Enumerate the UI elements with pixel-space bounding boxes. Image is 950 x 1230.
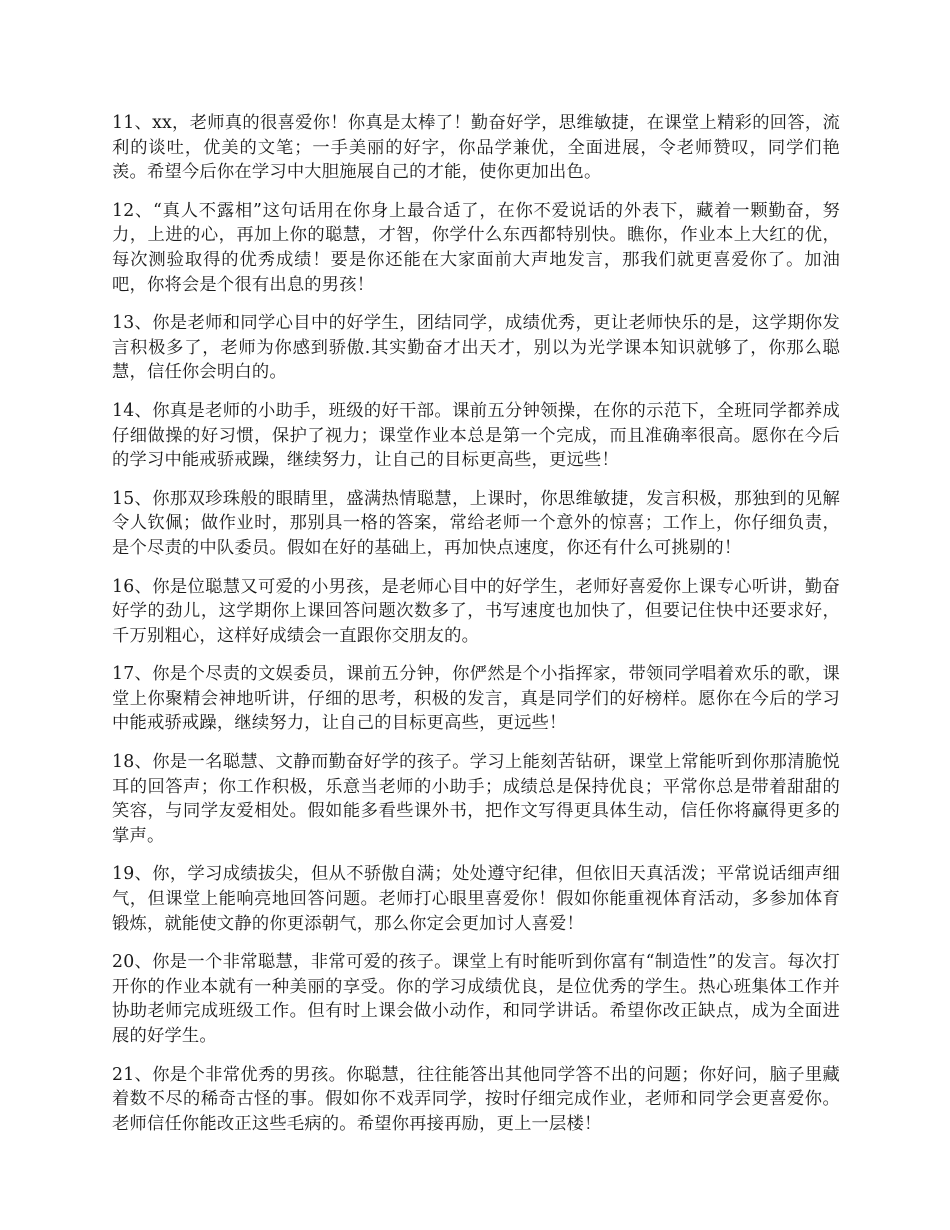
comment-paragraph-14: 14、你真是老师的小助手，班级的好干部。课前五分钟领操，在你的示范下，全班同学都养成仔细做操的好习惯，保护了视力；课堂作业本总是第一个完成，而且准确率很高。愿你在今后的学习中能戒骄戒躁，继续努力，让自己的目标更高些，更远些！ xyxy=(112,400,840,471)
comment-paragraph-15: 15、你那双珍珠般的眼睛里，盛满热情聪慧，上课时，你思维敏捷，发言积极，那独到的见解令人钦佩；做作业时，那别具一格的答案，常给老师一个意外的惊喜；工作上，你仔细负责，是个尽责的中队委员。假如在好的基础上，再加快点速度，你还有什么可挑剔的！ xyxy=(112,488,840,558)
comment-paragraph-20: 20、你是一个非常聪慧，非常可爱的孩子。课堂上有时能听到你富有“制造性”的发言。每次打开你的作业本就有一种美丽的享受。你的学习成绩优良，是位优秀的学生。热心班集体工作并协助老师完成班级工作。但有时上课会做小动作，和同学讲话。希望你改正缺点，成为全面进展的好学生。 xyxy=(112,952,840,1046)
document-body xyxy=(112,111,840,1150)
comment-paragraph-12: 12、“真人不露相”这句话用在你身上最合适了，在你不爱说话的外表下，藏着一颗勤奋，努力，上进的心，再加上你的聪慧，才智，你学什么东西都特别快。瞧你，作业本上大红的优，每次测验取得的优秀成绩！要是你还能在大家面前大声地发言，那我们就更喜爱你了。加油吧，你将会是个很有出息的男孩！ xyxy=(112,200,840,295)
comment-paragraph-19: 19、你，学习成绩拔尖，但从不骄傲自满；处处遵守纪律，但依旧天真活泼；平常说话细声细气，但课堂上能响亮地回答问题。老师打心眼里喜爱你！假如你能重视体育活动，多参加体育锻炼，就能使文静的你更添朝气，那么你定会更加讨人喜爱！ xyxy=(112,864,840,934)
comment-paragraph-11: 11、xx，老师真的很喜爱你！你真是太棒了！勤奋好学，思维敏捷，在课堂上精彩的回答，流利的谈吐，优美的文笔；一手美丽的好字，你品学兼优，全面进展，令老师赞叹，同学们艳羡。希望今后你在学习中大胆施展自己的才能，使你更加出色。 xyxy=(112,113,840,183)
comment-paragraph-16: 16、你是位聪慧又可爱的小男孩，是老师心目中的好学生，老师好喜爱你上课专心听讲，勤奋好学的劲儿，这学期你上课回答问题次数多了，书写速度也加快了，但要记住快中还要求好，千万别粗心，这样好成绩会一直跟你交朋友的。 xyxy=(112,576,840,646)
comment-paragraph-21: 21、你是个非常优秀的男孩。你聪慧，往往能答出其他同学答不出的问题；你好问，脑子里藏着数不尽的稀奇古怪的事。假如你不戏弄同学，按时仔细完成作业，老师和同学会更喜爱你。老师信任你能改正这些毛病的。希望你再接再励，更上一层楼！ xyxy=(112,1064,840,1134)
comment-paragraph-13: 13、你是老师和同学心目中的好学生，团结同学，成绩优秀，更让老师快乐的是，这学期你发言积极多了，老师为你感到骄傲.其实勤奋才出天才，别以为光学课本知识就够了，你那么聪慧，信任你会明白的。 xyxy=(112,313,840,383)
comment-paragraph-17: 17、你是个尽责的文娱委员，课前五分钟，你俨然是个小指挥家，带领同学唱着欢乐的歌，课堂上你聚精会神地听讲，仔细的思考，积极的发言，真是同学们的好榜样。愿你在今后的学习中能戒骄戒躁，继续努力，让自己的目标更高些，更远些！ xyxy=(112,664,840,734)
comment-paragraph-18: 18、你是一名聪慧、文静而勤奋好学的孩子。学习上能刻苦钻研，课堂上常能听到你那清脆悦耳的回答声；你工作积极，乐意当老师的小助手；成绩总是保持优良；平常你总是带着甜甜的笑容，与同学友爱相处。假如能多看些课外书，把作文写得更具体生动，信任你将赢得更多的掌声。 xyxy=(112,752,840,846)
